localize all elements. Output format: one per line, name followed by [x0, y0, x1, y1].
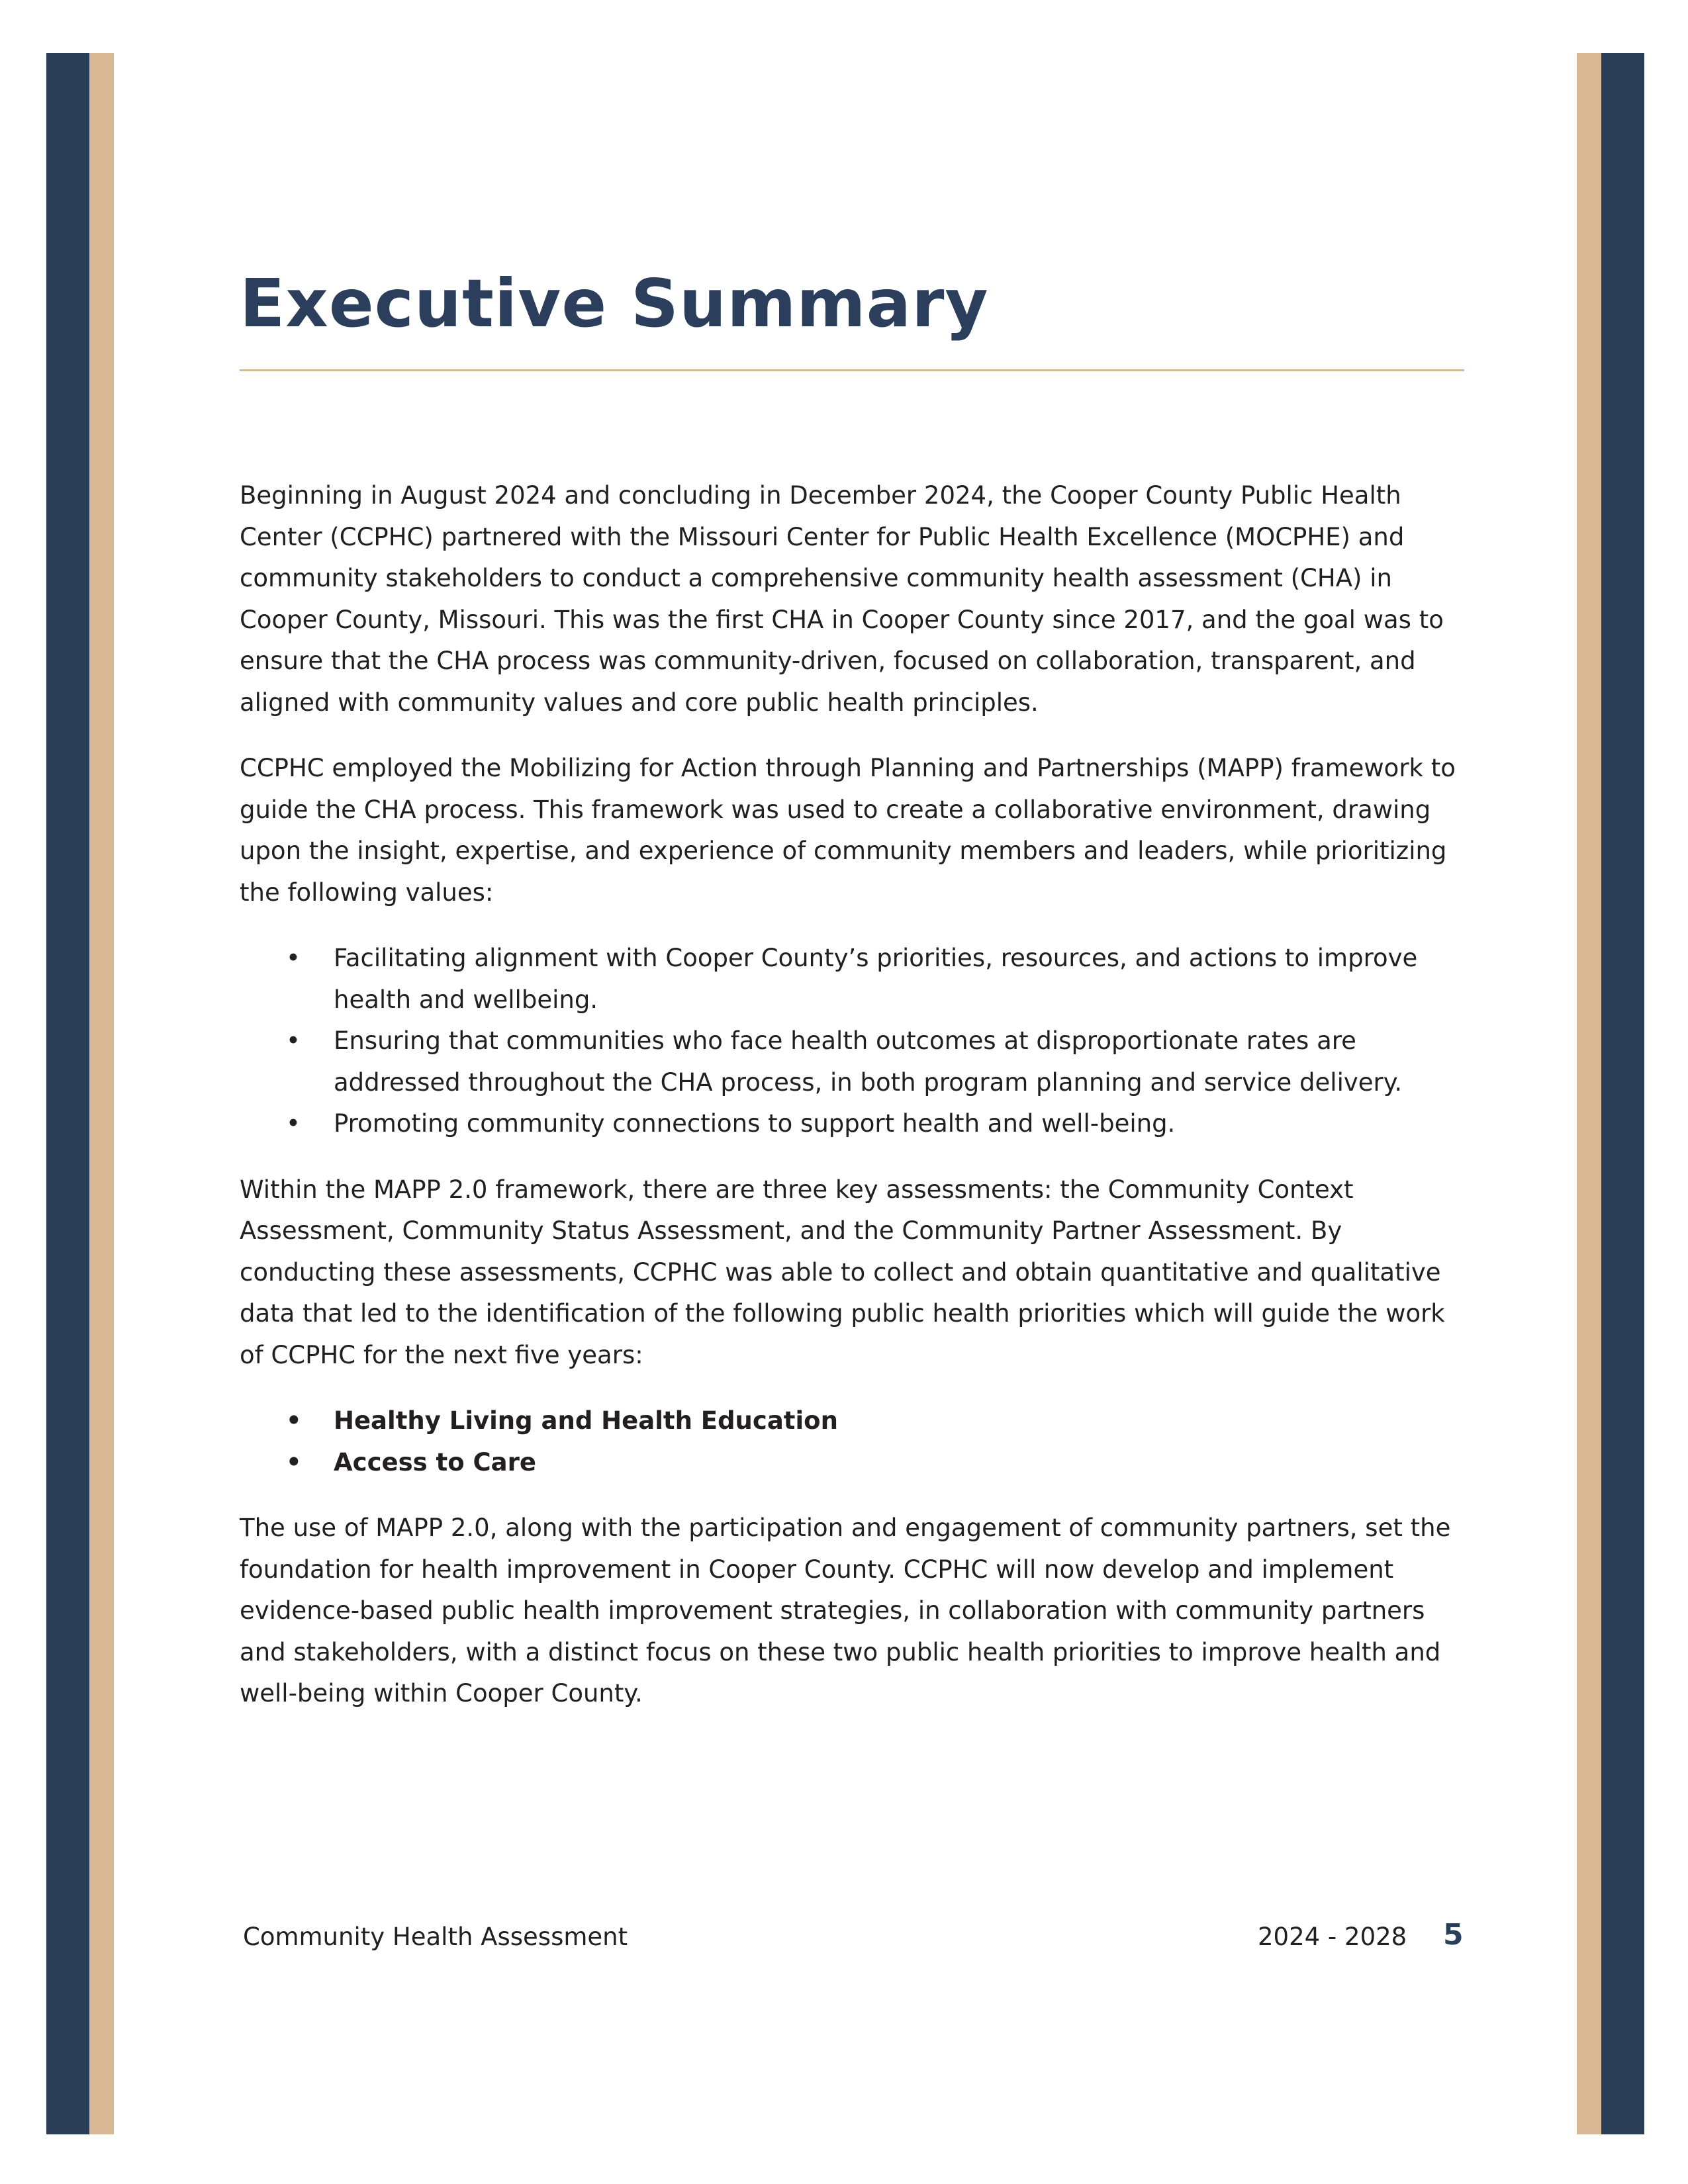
list-item: • Healthy Living and Health Education — [240, 1400, 1464, 1442]
body-text — [240, 475, 1464, 1739]
list-item: • Facilitating alignment with Cooper County’s priorities, resources, and actions to improve health and wellbeing. — [240, 938, 1464, 1021]
list-item: • Ensuring that communities who face health outcomes at disproportionate rates are addressed throughout the CHA process, in both program planning and service delivery. — [240, 1021, 1464, 1103]
list-item: • Access to Care — [240, 1442, 1464, 1484]
left-tan-stripe — [89, 53, 114, 2134]
title-divider — [240, 369, 1464, 371]
footer-document-name: Community Health Assessment — [243, 1923, 628, 1951]
page-number: 5 — [1443, 1918, 1464, 1952]
footer-years: 2024 - 2028 — [1258, 1923, 1407, 1951]
conclusion-paragraph: The use of MAPP 2.0, along with the participation and engagement of community partners, set the foundation for health improvement in Cooper County. CCPHC will now develop and implement evidence-based public health improvement strategies, in collaboration with community partners and stakeholders, with a distinct focus on these two public health priorities to improve health and well-being within Cooper County. — [240, 1514, 1451, 1707]
list-item: • Promoting community connections to support health and well-being. — [240, 1103, 1464, 1145]
values-list — [240, 938, 1464, 1145]
left-navy-stripe — [46, 53, 89, 2134]
right-navy-stripe — [1601, 53, 1644, 2134]
page-title: Executive Summary — [240, 265, 989, 342]
framework-paragraph: CCPHC employed the Mobilizing for Action through Planning and Partnerships (MAPP) framework to guide the CHA process. This framework was used to create a collaborative environment, drawing upon the insight, expertise, and experience of community members and leaders, while prioritizing the following values: — [240, 754, 1456, 907]
intro-paragraph: Beginning in August 2024 and concluding in December 2024, the Cooper County Public Health Center (CCPHC) partnered with the Missouri Center for Public Health Excellence (MOCPHE) and community stakeholders to conduct a comprehensive community health assessment (CHA) in Cooper County, Missouri. This was the first CHA in Cooper County since 2017, and the goal was to ensure that the CHA process was community-driven, focused on collaboration, transparent, and aligned with community values and core public health principles. — [240, 481, 1444, 717]
assessments-paragraph: Within the MAPP 2.0 framework, there are three key assessments: the Community Context Assessment, Community Status Assessment, and the Community Partner Assessment. By conducting these assessments, CCPHC was able to collect and obtain quantitative and qualitative data that led to the identification of the following public health priorities which will guide the work of CCPHC for the next five years: — [240, 1175, 1445, 1369]
right-tan-stripe — [1577, 53, 1601, 2134]
priorities-list — [240, 1400, 1464, 1483]
